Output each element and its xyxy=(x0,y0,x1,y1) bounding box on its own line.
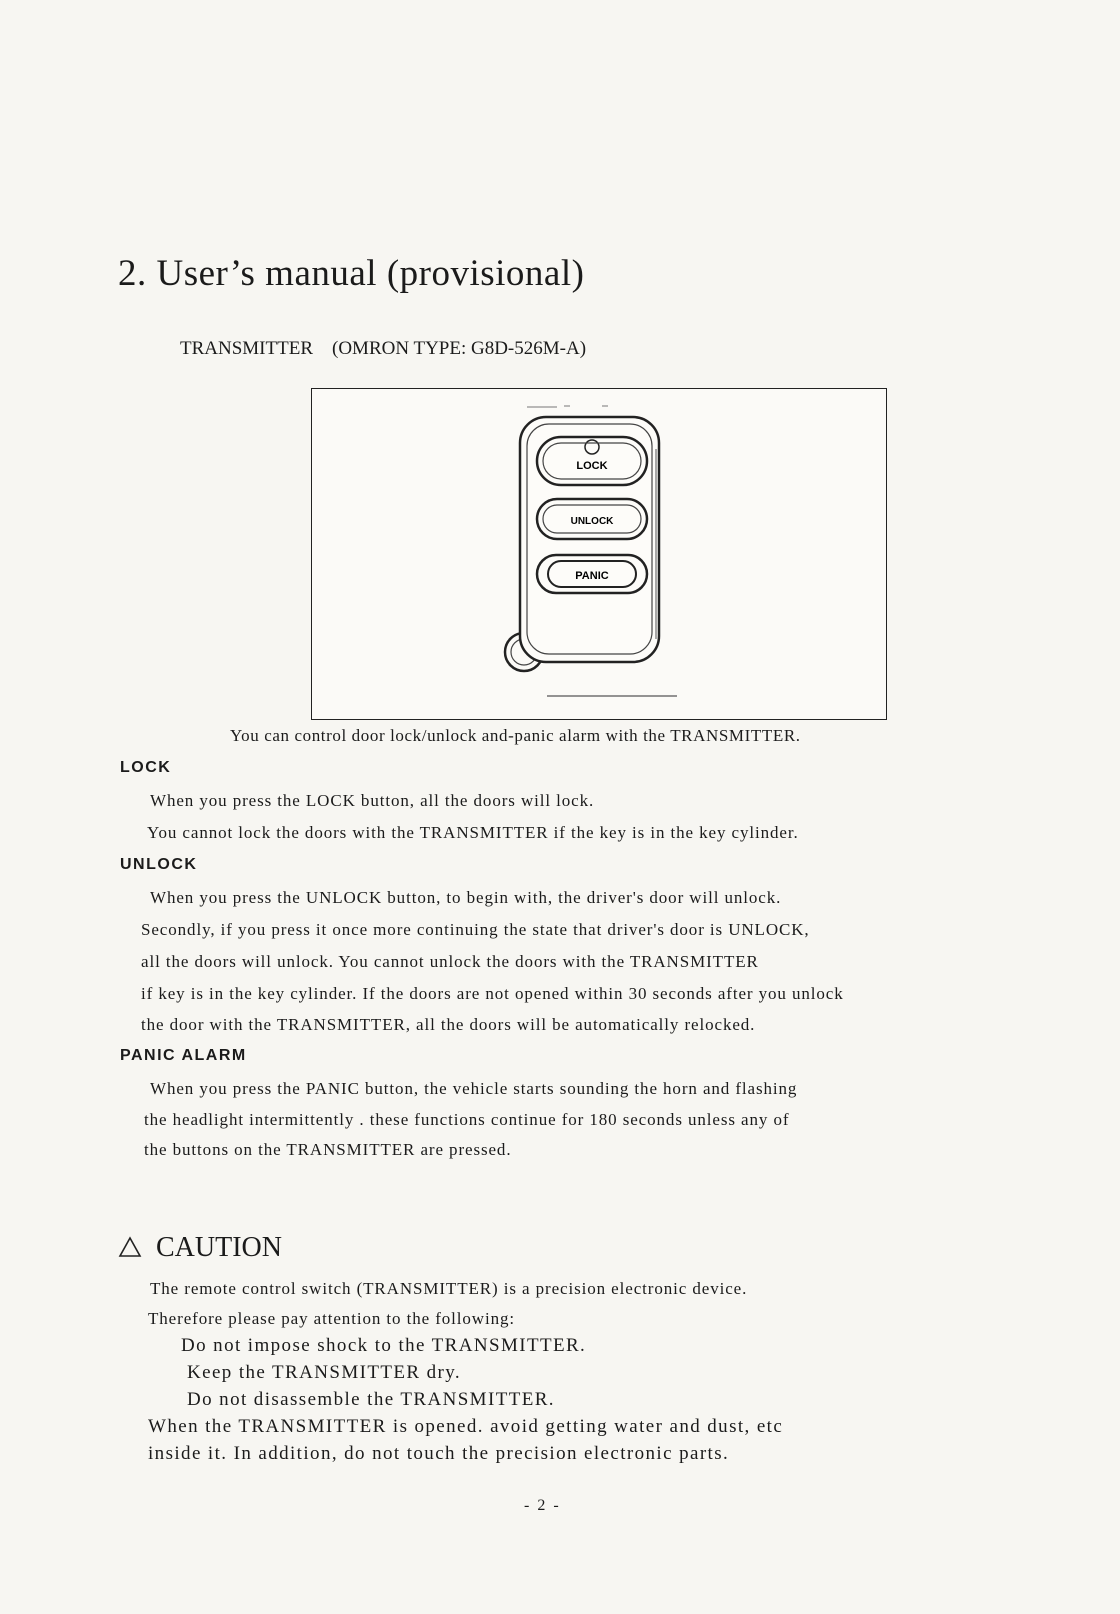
panic-line-1: When you press the PANIC button, the vehicle starts sounding the horn and flashing xyxy=(150,1079,798,1098)
caution-line-1: The remote control switch (TRANSMITTER) is a precision electronic device. xyxy=(150,1279,748,1298)
panic-alarm-heading: PANIC ALARM xyxy=(120,1047,247,1064)
panic-line-3: the buttons on the TRANSMITTER are pressed. xyxy=(144,1140,512,1159)
caution-item-3: Do not disassemble the TRANSMITTER. xyxy=(187,1389,555,1410)
unlock-line-2: Secondly, if you press it once more continuing the state that driver's door is UNLOCK, xyxy=(141,920,810,939)
caution-item-2: Keep the TRANSMITTER dry. xyxy=(187,1362,462,1383)
transmitter-model-heading: TRANSMITTER (OMRON TYPE: G8D-526M-A) xyxy=(180,338,587,359)
figure-caption: You can control door lock/unlock and-panic alarm with the TRANSMITTER. xyxy=(230,726,801,745)
caution-title xyxy=(118,1232,282,1264)
unlock-line-4: if key is in the key cylinder. If the doors are not opened within 30 seconds after you unlock xyxy=(141,984,844,1003)
caution-line-6: When the TRANSMITTER is opened. avoid getting water and dust, etc xyxy=(148,1416,784,1437)
warning-triangle-icon xyxy=(118,1236,142,1258)
lock-line-2: You cannot lock the doors with the TRANSMITTER if the key is in the key cylinder. xyxy=(147,823,799,842)
page-title: 2. User’s manual (provisional) xyxy=(118,253,585,294)
lock-line-1: When you press the LOCK button, all the doors will lock. xyxy=(150,791,595,810)
lock-button-label: LOCK xyxy=(576,460,608,472)
caution-line-2: Therefore please pay attention to the following: xyxy=(148,1309,516,1328)
caution-title-text: CAUTION xyxy=(156,1232,282,1263)
caution-item-1: Do not impose shock to the TRANSMITTER. xyxy=(181,1335,587,1356)
page-number: - 2 - xyxy=(524,1497,561,1514)
panic-button-label: PANIC xyxy=(575,570,609,582)
lock-heading: LOCK xyxy=(120,759,172,776)
unlock-button-label: UNLOCK xyxy=(570,516,614,527)
caution-line-7: inside it. In addition, do not touch the precision electronic parts. xyxy=(148,1443,730,1464)
unlock-line-3: all the doors will unlock. You cannot unlock the doors with the TRANSMITTER xyxy=(141,952,759,971)
unlock-line-5: the door with the TRANSMITTER, all the doors will be automatically relocked. xyxy=(141,1015,756,1034)
transmitter-figure xyxy=(311,388,887,720)
unlock-heading: UNLOCK xyxy=(120,856,198,873)
unlock-line-1: When you press the UNLOCK button, to begin with, the driver's door will unlock. xyxy=(150,888,782,907)
panic-line-2: the headlight intermittently . these functions continue for 180 seconds unless any of xyxy=(144,1110,790,1129)
transmitter-illustration xyxy=(312,389,888,721)
